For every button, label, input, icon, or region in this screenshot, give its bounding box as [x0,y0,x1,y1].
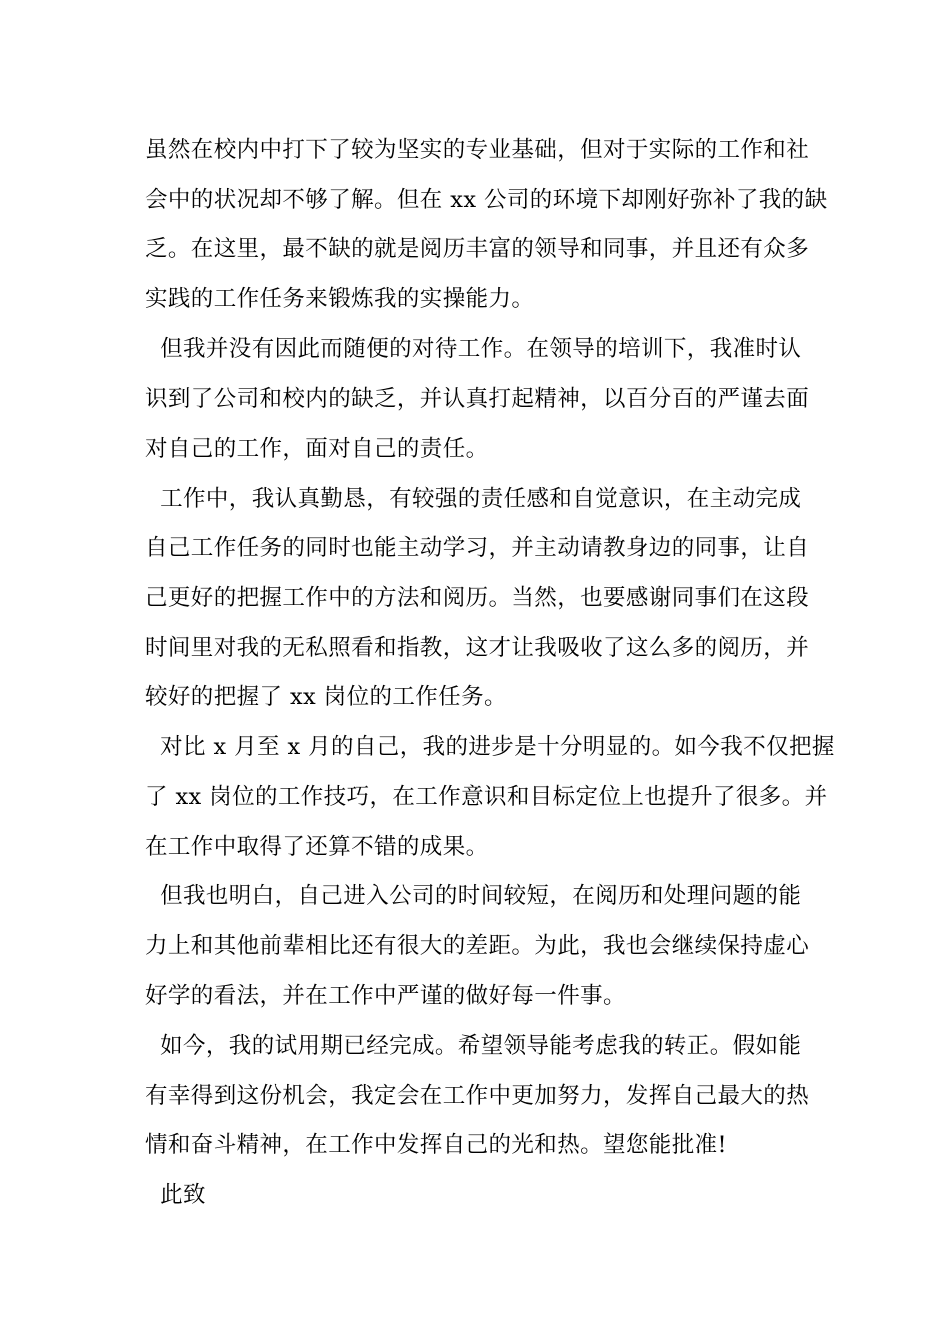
text-line-12: 较好的把握了 xx 岗位的工作任务。 [145,684,507,710]
text-line-14: 了 xx 岗位的工作技巧，在工作意识和目标定位上也提升了很多。并 [145,784,828,810]
text-line-15: 在工作中取得了还算不错的成果。 [145,834,489,860]
text-line-7: 对自己的工作，面对自己的责任。 [145,436,489,462]
text-line-17: 力上和其他前辈相比还有很大的差距。为此，我也会继续保持虚心 [145,933,810,959]
text-line-11: 时间里对我的无私照看和指教，这才让我吸收了这么多的阅历，并 [145,635,810,661]
text-line-6: 识到了公司和校内的缺乏，并认真打起精神，以百分百的严谨去面 [145,386,810,412]
text-line-3: 乏。在这里，最不缺的就是阅历丰富的领导和同事，并且还有众多 [145,236,810,262]
text-line-4: 实践的工作任务来锻炼我的实操能力。 [145,286,535,312]
closing-line: 此致 [145,1182,206,1208]
text-line-10: 己更好的把握工作中的方法和阅历。当然，也要感谢同事们在这段 [145,585,810,611]
text-line-16: 但我也明白，自己进入公司的时间较短，在阅历和处理问题的能 [145,883,802,909]
text-line-21: 情和奋斗精神，在工作中发挥自己的光和热。望您能批准! [145,1132,727,1158]
text-line-2: 会中的状况却不够了解。但在 xx 公司的环境下却刚好弥补了我的缺 [145,187,828,213]
text-line-5: 但我并没有因此而随便的对待工作。在领导的培训下，我准时认 [145,336,802,362]
text-line-13: 对比 x 月至 x 月的自己，我的进步是十分明显的。如今我不仅把握 [145,734,835,760]
text-line-20: 有幸得到这份机会，我定会在工作中更加努力，发挥自己最大的热 [145,1083,810,1109]
text-line-19: 如今，我的试用期已经完成。希望领导能考虑我的转正。假如能 [145,1033,802,1059]
text-line-18: 好学的看法，并在工作中严谨的做好每一件事。 [145,983,626,1009]
text-line-9: 自己工作任务的同时也能主动学习，并主动请教身边的同事，让自 [145,535,810,561]
text-line-1: 虽然在校内中打下了较为坚实的专业基础，但对于实际的工作和社 [145,137,810,163]
text-line-8: 工作中，我认真勤恳，有较强的责任感和自觉意识，在主动完成 [145,486,802,512]
